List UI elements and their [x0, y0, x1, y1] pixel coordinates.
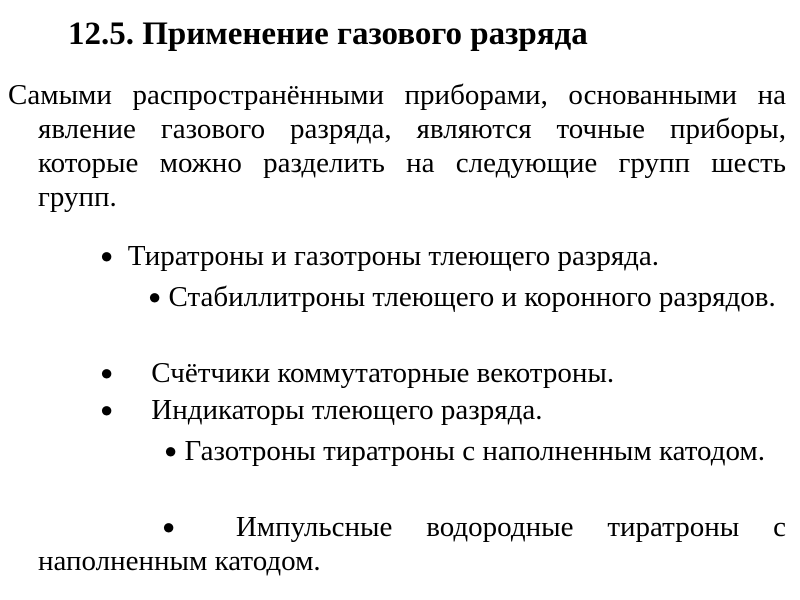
- list-item-4: [100, 393, 542, 427]
- bullet-icon: ●: [148, 284, 162, 309]
- bullet-icon: ●: [164, 438, 178, 463]
- bullet-icon: ●: [162, 514, 202, 539]
- list-item-text: Газотроны тиратроны с наполненным катодом.: [184, 435, 766, 467]
- list-item-text: Импульсные водородные тиратроны с наполненным катодом.: [38, 511, 786, 577]
- list-item-5: [38, 434, 786, 468]
- slide-title: 12.5. Применение газового разряда: [68, 16, 588, 52]
- intro-paragraph: Самыми распространёнными приборами, основанными на явление газового разряда, являются точные приборы, которые можно разделить на следующие групп шесть групп.: [8, 79, 786, 213]
- list-item-6: [38, 510, 786, 578]
- list-item-3: [100, 356, 614, 390]
- list-item-1: [100, 239, 659, 273]
- list-item-text: Стабиллитроны тлеющего и коронного разрядов.: [168, 281, 776, 313]
- bullet-icon: ●: [100, 360, 114, 385]
- list-item-2: [38, 280, 786, 314]
- list-item-text: Тиратроны и газотроны тлеющего разряда.: [127, 240, 660, 272]
- list-item-text: Счётчики коммутаторные векотроны.: [151, 357, 615, 389]
- bullet-icon: ●: [100, 243, 114, 268]
- list-item-text: Индикаторы тлеющего разряда.: [151, 394, 543, 426]
- bullet-icon: ●: [100, 397, 114, 422]
